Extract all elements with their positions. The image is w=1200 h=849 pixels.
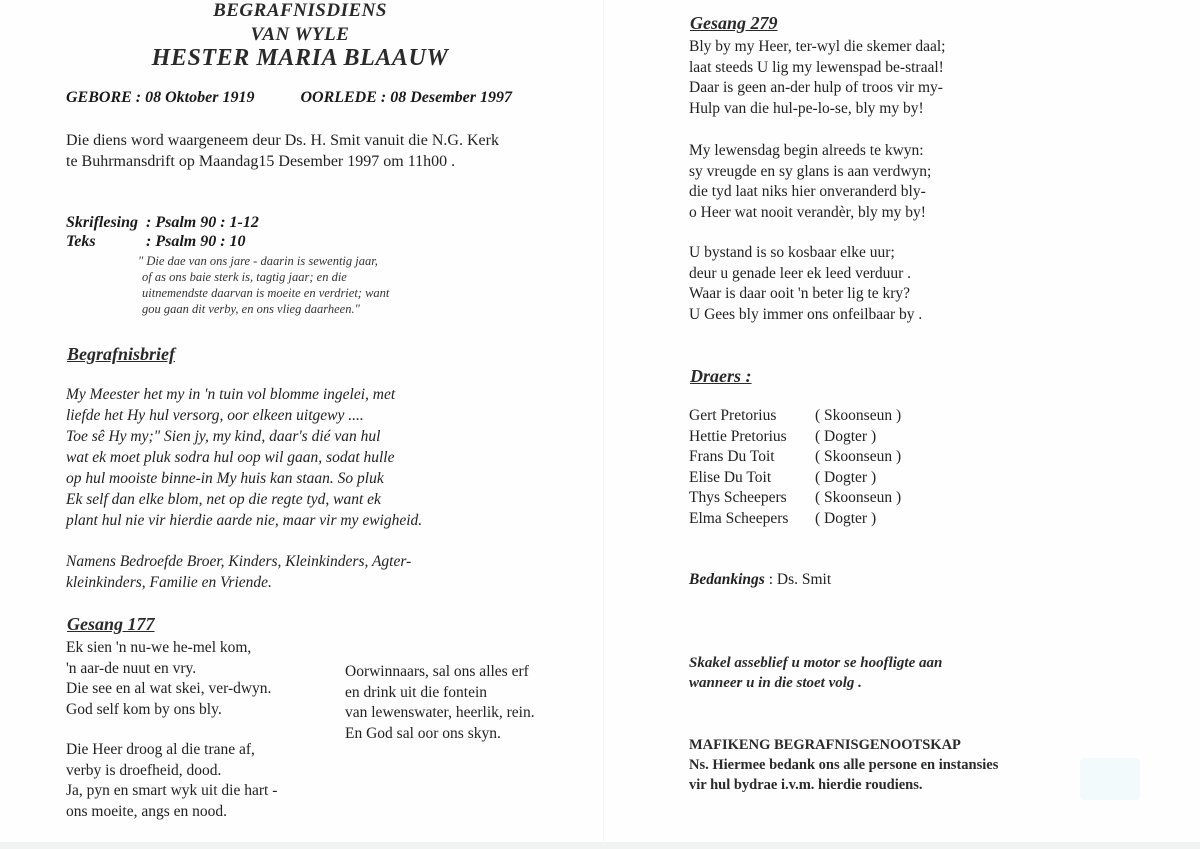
hymn-line: Daar is geen an-der hulp of troos vir my- bbox=[689, 79, 943, 96]
hymn-177-verse-3 bbox=[345, 662, 535, 744]
scripture-quote bbox=[138, 253, 389, 317]
hymn-line: En God sal oor ons skyn. bbox=[345, 724, 501, 742]
hymn-line: die tyd laat niks hier onveranderd bly- bbox=[689, 183, 926, 200]
scan-bottom-edge bbox=[0, 842, 1200, 849]
hymn-177-verse-2 bbox=[66, 740, 277, 822]
funeral-letter-body bbox=[66, 384, 422, 531]
society-line: Ns. Hiermee bedank ons alle persone en instansies bbox=[689, 757, 999, 773]
letter-line: My Meester het my in 'n tuin vol blomme ingelei, met bbox=[66, 386, 396, 403]
hymn-line: deur u genade leer ek leed verduur . bbox=[689, 264, 912, 282]
header-line-2: VAN WYLE bbox=[250, 24, 350, 45]
hymn-279-verse-2 bbox=[689, 141, 931, 223]
scripture-reading bbox=[66, 213, 259, 251]
bearer-name: Hettie Pretorius bbox=[689, 427, 787, 445]
hymn-line: Ek sien 'n nu-we he-mel kom, bbox=[66, 639, 252, 656]
text-value: : Psalm 90 : 10 bbox=[146, 233, 246, 250]
hymn-279-verse-3 bbox=[689, 243, 922, 325]
quote-line: of as ons baie sterk is, tagtig jaar; en die bbox=[142, 270, 347, 284]
letter-line: plant hul nie vir hierdie aarde nie, maar vir my ewigheid. bbox=[66, 512, 423, 529]
bearer-row bbox=[689, 427, 901, 448]
hymn-177-verse-1 bbox=[66, 638, 271, 720]
intro-line: Die diens word waargeneem deur Ds. H. Smit vanuit die N.G. Kerk bbox=[66, 132, 499, 149]
scripture-value: : Psalm 90 : 1-12 bbox=[146, 214, 259, 231]
signoff-line: kleinkinders, Familie en Vriende. bbox=[66, 574, 272, 591]
hymn-line: Die Heer droog al die trane af, bbox=[66, 741, 255, 758]
hymn-line: o Heer wat nooit verandèr, bly my by! bbox=[689, 203, 926, 221]
birth-date: GEBORE : 08 Oktober 1919 bbox=[66, 89, 255, 106]
bearer-name: Gert Pretorius bbox=[689, 407, 777, 424]
bearer-row bbox=[689, 406, 901, 427]
bearer-name: Frans Du Toit bbox=[689, 448, 775, 465]
hymn-line: My lewensdag begin alreeds te kwyn: bbox=[689, 142, 924, 159]
quote-line: " Die dae van ons jare - daarin is sewentig jaar, bbox=[138, 254, 378, 268]
bearer-name: Elma Scheepers bbox=[689, 509, 789, 527]
hymn-line: Ja, pyn en smart wyk uit die hart - bbox=[66, 782, 278, 799]
hymn-line: ons moeite, angs en nood. bbox=[66, 802, 228, 820]
hymn-line: Oorwinnaars, sal ons alles erf bbox=[345, 663, 529, 680]
bearers-heading: Draers : bbox=[690, 366, 752, 386]
letter-line: liefde het Hy hul versorg, oor elkeen uitgewy .... bbox=[66, 407, 364, 424]
letter-line: op hul mooiste binne-in My huis kan staan. So pluk bbox=[66, 470, 384, 487]
faint-stamp-mark bbox=[1080, 758, 1140, 800]
hymn-line: God self kom by ons bly. bbox=[66, 700, 222, 718]
bearer-row bbox=[689, 488, 901, 509]
letter-line: Ek self dan elke blom, net op die regte tyd, want ek bbox=[66, 491, 381, 508]
notice-line: Skakel asseblief u motor se hoofligte aan bbox=[689, 655, 943, 671]
life-dates bbox=[66, 89, 512, 107]
header-line-1: BEGRAFNISDIENS bbox=[213, 0, 387, 21]
headlights-notice bbox=[689, 653, 942, 693]
signoff-line: Namens Bedroefde Broer, Kinders, Kleinkinders, Agter- bbox=[66, 553, 412, 570]
hymn-line: Waar is daar ooit 'n beter lig te kry? bbox=[689, 285, 911, 302]
deceased-name: HESTER MARIA BLAAUW bbox=[151, 45, 449, 71]
hymn-line: en drink uit die fontein bbox=[345, 683, 488, 701]
text-label: Teks bbox=[66, 233, 96, 250]
quote-line: gou gaan dit verby, en ons vlieg daarheen." bbox=[142, 302, 360, 316]
bearer-relation: ( Skoonseun ) bbox=[815, 489, 902, 506]
death-date: OORLEDE : 08 Desember 1997 bbox=[300, 89, 512, 106]
thanks-line bbox=[689, 571, 831, 589]
society-name: MAFIKENG BEGRAFNISGENOOTSKAP bbox=[689, 737, 961, 753]
hymn-line: Bly by my Heer, ter-wyl die skemer daal; bbox=[689, 38, 946, 55]
family-signoff bbox=[66, 551, 411, 593]
hymn-line: 'n aar-de nuut en vry. bbox=[66, 659, 197, 677]
funeral-society-notice bbox=[689, 735, 998, 795]
hymn-line: U bystand is so kosbaar elke uur; bbox=[689, 244, 895, 261]
scripture-label: Skriflesing bbox=[66, 214, 139, 231]
hymn-line: Die see en al wat skei, ver-dwyn. bbox=[66, 680, 272, 697]
thanks-label: Bedankings bbox=[689, 571, 765, 588]
hymn-line: verby is droefheid, dood. bbox=[66, 761, 222, 779]
hymn-279-heading: Gesang 279 bbox=[690, 13, 778, 33]
bearer-row bbox=[689, 468, 901, 489]
hymn-line: Hulp van die hul-pe-lo-se, bly my by! bbox=[689, 99, 924, 117]
bearer-relation: ( Skoonseun ) bbox=[815, 448, 902, 465]
society-line: vir hul bydrae i.v.m. hierdie roudiens. bbox=[689, 777, 923, 793]
bearer-relation: ( Skoonseun ) bbox=[815, 407, 902, 424]
bearer-relation: ( Dogter ) bbox=[815, 509, 877, 527]
bearer-relation: ( Dogter ) bbox=[815, 468, 877, 486]
service-intro bbox=[66, 130, 499, 172]
bearer-row bbox=[689, 509, 901, 530]
bearer-name: Elise Du Toit bbox=[689, 468, 772, 486]
bearer-relation: ( Dogter ) bbox=[815, 427, 877, 445]
letter-line: wat ek moet pluk sodra hul oop wil gaan, sodat hulle bbox=[66, 449, 395, 466]
hymn-line: U Gees bly immer ons onfeilbaar by . bbox=[689, 305, 923, 323]
letter-line: Toe sê Hy my;" Sien jy, my kind, daar's dié van hul bbox=[66, 428, 381, 445]
bearer-row bbox=[689, 447, 901, 468]
hymn-line: van lewenswater, heerlik, rein. bbox=[345, 704, 535, 721]
bearers-list bbox=[689, 406, 901, 529]
bearer-name: Thys Scheepers bbox=[689, 489, 787, 506]
hymn-line: sy vreugde en sy glans is aan verdwyn; bbox=[689, 162, 932, 180]
hymn-279-verse-1 bbox=[689, 37, 945, 119]
hymn-line: laat steeds U lig my lewenspad be-straal! bbox=[689, 58, 944, 76]
quote-line: uitnemendste daarvan is moeite en verdriet; want bbox=[142, 286, 390, 300]
notice-line: wanneer u in die stoet volg . bbox=[689, 675, 862, 691]
thanks-value: : Ds. Smit bbox=[764, 571, 832, 588]
intro-line: te Buhrmansdrift op Maandag15 Desember 1997 om 11h00 . bbox=[66, 153, 456, 170]
hymn-177-heading: Gesang 177 bbox=[67, 614, 155, 634]
funeral-letter-heading: Begrafnisbrief bbox=[67, 344, 175, 364]
